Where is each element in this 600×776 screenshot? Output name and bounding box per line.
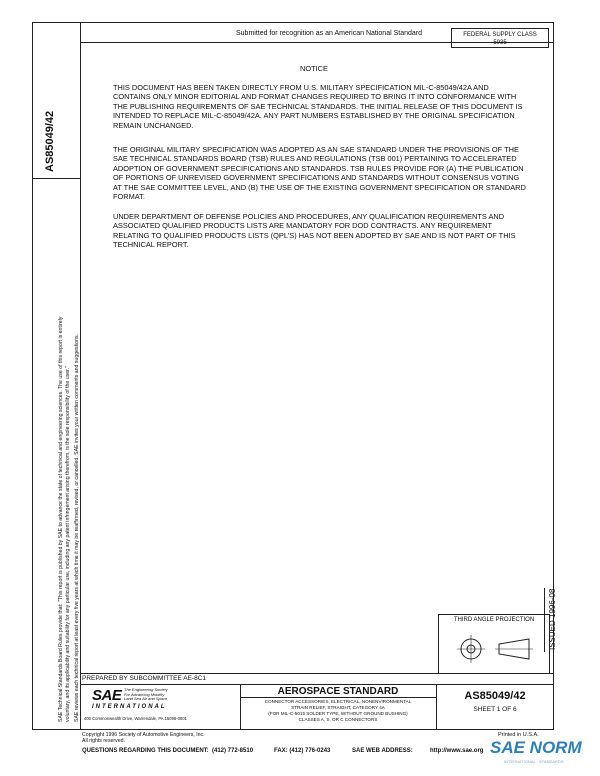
left-margin-column <box>32 22 80 730</box>
notice-paragraph-1: THIS DOCUMENT HAS BEEN TAKEN DIRECTLY FROM U.S. MILITARY SPECIFICATION MIL-C-85049/42A AND CONTAINS ONLY MINOR EDITORIAL AND FORMAT CHANGES REQUIRED TO BRING IT INTO CONFORMANCE WITH THE PUBLISHING REQUIREMENTS OF SAE TECHNICAL STANDARDS. THE INITIAL RELEASE OF THIS DOCUMENT IS INTENDED TO REPLACE MIL-C-85049/42A. ANY PART NUMBERS ESTABLISHED BY THE ORIGINAL SPECIFICATION REMAIN UNCHANGED. <box>113 83 523 130</box>
notice-paragraph-3: UNDER DEPARTMENT OF DEFENSE POLICIES AND PROCEDURES, ANY QUALIFICATION REQUIREMENTS AND ASSOCIATED QUALIFIED PRODUCTS LISTS ARE MANDATORY FOR DOD CONTRACTS. ANY REQUIREMENT RELATING TO QUALIFIED PRODUCTS LISTS (QPL'S) HAS NOT BEEN ADOPTED BY SAE AND IS NOT PART OF THIS TECHNICAL REPORT. <box>113 212 516 250</box>
printed-in: Printed in U.S.A. <box>498 732 539 738</box>
title-block-line-3 <box>240 697 436 698</box>
copyright-line-2: All rights reserved. <box>82 738 125 744</box>
third-angle-projection-box <box>438 614 550 674</box>
fax-number: FAX: (412) 776-0243 <box>274 748 331 754</box>
third-angle-projection-icon <box>439 627 549 673</box>
copyright <box>82 732 205 744</box>
watermark-brand: SAE NORM <box>490 738 582 757</box>
web-address[interactable]: http://www.sae.org <box>430 748 484 754</box>
left-doc-number: AS85049/42 <box>44 110 56 172</box>
desc-line-4: CLASSES A, S, OR C CONNECTORS <box>298 717 378 722</box>
notice-paragraph-2: THE ORIGINAL MILITARY SPECIFICATION WAS ADOPTED AS AN SAE STANDARD UNDER THE PROVISIONS OF THE SAE TECHNICAL STANDARDS BOARD (TSB) RULES AND REGULATIONS (TSB 001) PERTAINING TO ACCELERATED ADOPTION OF GOVERNMENT SPECIFICATIONS AND STANDARDS. TSB RULES PROVIDE FOR (A) THE PUBLICATION OF PORTIONS OF UNREVISED GOVERNMENT SPECIFICATIONS AND STANDARDS WITHOUT CONSENSUS VOTING AT THE SAE COMMITTEE LEVEL, AND (B) THE USE OF THE EXISTING GOVERNMENT SPECIFICATION OR STANDARD FORMAT. <box>113 145 526 202</box>
phone-number: (412) 772-8510 <box>212 748 254 754</box>
sae-address: 400 Commonwealth Drive, Warrendale, PA 15096-0001 <box>84 716 187 721</box>
disclaimer-line-3: SAE reviews each technical report at least every five years at which time it may be reaffirmed, revised, or cancelled. SAE invites your written comments and suggestions. <box>74 334 80 722</box>
standard-title: AEROSPACE STANDARD <box>277 686 399 697</box>
sheet-number: SHEET 1 OF 6 <box>473 706 517 713</box>
watermark-subtext: INTERNATIONAL · STANDARDS <box>504 759 564 764</box>
desc-line-2: STRAIN RELIEF, STRAIGHT, CATEGORY 4A <box>291 705 385 710</box>
web-address-label: SAE WEB ADDRESS: <box>352 748 413 754</box>
sae-logo: SAE <box>92 687 122 704</box>
submitted-note: Submitted for recognition as an American National Standard <box>236 30 422 37</box>
disclaimer-line-1: SAE Technical Standards Board Rules provide that: "This report is published by SAE to advance the state of technical and engineering sciences. The use of this report is entirely <box>58 316 64 722</box>
title-block-doc-number: AS85049/42 <box>464 690 526 702</box>
federal-supply-class-label: FEDERAL SUPPLY CLASS <box>463 32 537 38</box>
federal-supply-class-value: 5935 <box>493 40 507 46</box>
title-block-top-line <box>80 673 554 674</box>
projection-label: THIRD ANGLE PROJECTION <box>453 617 535 623</box>
issued-date: ISSUED 1996-08 <box>548 588 557 650</box>
title-block-line-2 <box>80 684 554 685</box>
desc-line-3: (FOR MIL-C-5015 SOLDER TYPE, WITHOUT GROUND BUSHING) <box>268 711 408 716</box>
sae-tagline-2: For Advancing Mobility <box>124 691 165 697</box>
federal-supply-class-box <box>451 28 549 48</box>
notice-title: NOTICE <box>300 64 328 73</box>
sae-tagline-1: The Engineering Society <box>124 687 168 692</box>
left-margin-divider <box>32 178 80 179</box>
sae-tagline-3: Land Sea Air and Space <box>124 696 168 702</box>
watermark-badge <box>490 738 598 768</box>
questions-label: QUESTIONS REGARDING THIS DOCUMENT: <box>82 748 209 754</box>
sae-tagline <box>124 688 168 702</box>
prepared-by: PREPARED BY SUBCOMMITTEE AE-8C1 <box>82 675 207 682</box>
sae-international: INTERNATIONAL <box>92 704 167 710</box>
standard-description <box>240 699 436 723</box>
desc-line-1: CONNECTOR ACCESSORIES, ELECTRICAL, NONENVIRONMENTAL <box>264 699 412 704</box>
disclaimer-line-2: voluntary, and its applicability and suitability for any particular use, including any patent infringement arising therefrom, is the sole responsibility of the user." <box>65 366 71 722</box>
copyright-line-1: Copyright 1996 Society of Automotive Engineers, Inc. <box>82 732 205 738</box>
